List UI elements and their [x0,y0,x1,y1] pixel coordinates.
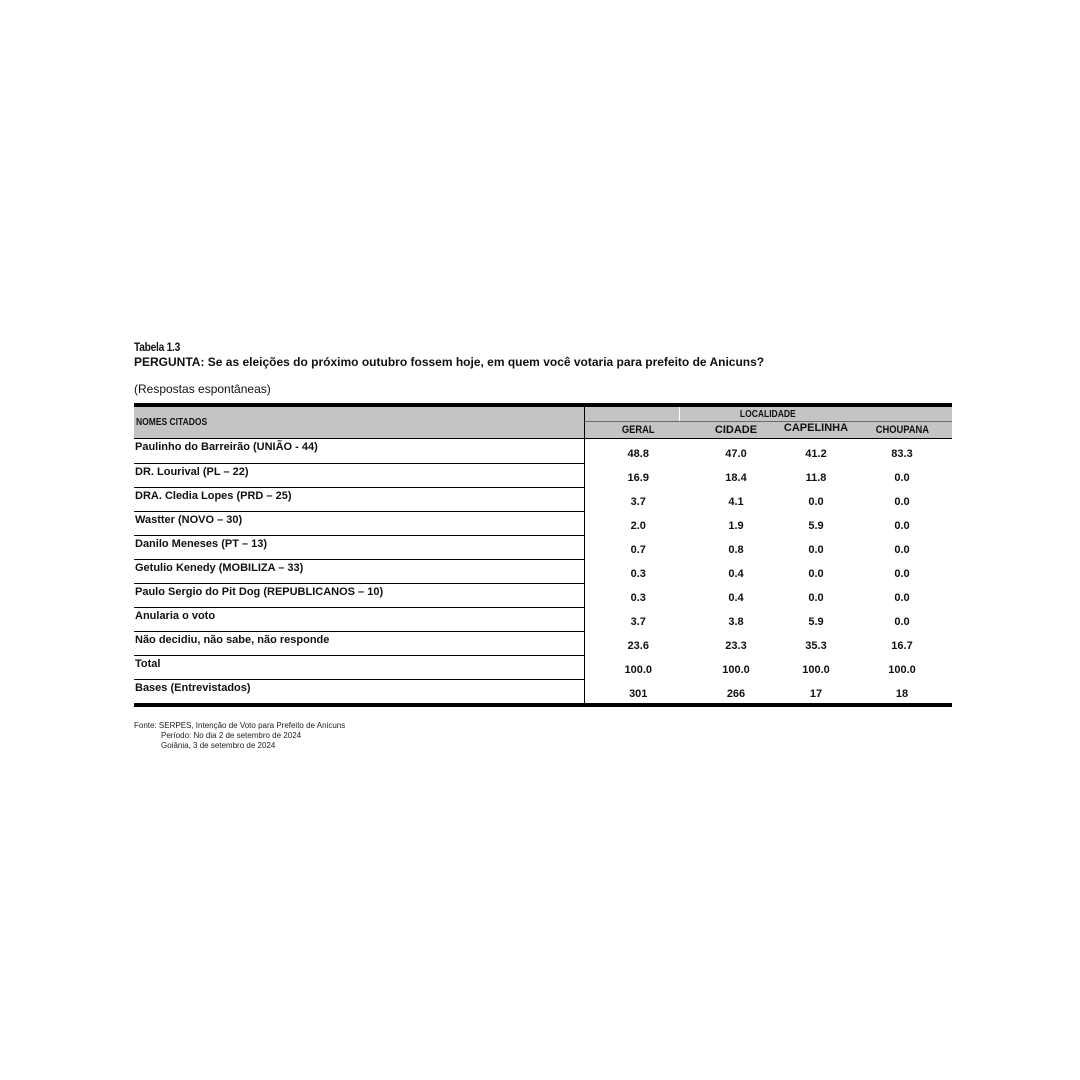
value-capelinha: 5.9 [808,616,824,628]
row-label-bases: Bases (Entrevistados) [134,679,584,705]
table-row [134,487,952,511]
value-capelinha: 0.0 [808,568,824,580]
value-cidade: 18.4 [725,472,747,484]
candidate-name: DR. Lourival (PL – 22) [134,463,584,487]
candidate-name: Não decidiu, não sabe, não responde [134,631,584,655]
candidate-name: Wastter (NOVO – 30) [134,511,584,535]
period-line: Período: No dia 2 de setembro de 2024 [161,731,302,740]
column-header-choupana: CHOUPANA [852,422,952,439]
locality-group-header: LOCALIDADE [584,405,952,422]
value-cidade: 1.9 [728,520,744,532]
table-row [134,439,952,464]
results-table [134,403,952,707]
table-row [134,559,952,583]
candidate-name: Paulinho do Barreirão (UNIÃO - 44) [134,439,584,464]
candidate-name: Anularia o voto [134,607,584,631]
value-capelinha: 5.9 [808,520,824,532]
candidate-name: Paulo Sergio do Pit Dog (REPUBLICANOS – 10) [134,583,584,607]
value-cidade: 47.0 [725,448,747,460]
candidate-name: DRA. Cledia Lopes (PRD – 25) [134,487,584,511]
value-geral: 301 [629,688,648,700]
header-divider [679,407,680,421]
value-geral: 23.6 [627,640,649,652]
table-row-bases [134,679,952,705]
value-choupana: 0.0 [894,520,910,532]
table-row [134,583,952,607]
value-choupana: 0.0 [894,568,910,580]
value-choupana: 0.0 [894,592,910,604]
question-text: PERGUNTA: Se as eleições do próximo outubro fossem hoje, em quem você votaria para prefeito de Anicuns? [134,355,765,369]
value-geral: 3.7 [630,616,646,628]
value-cidade: 100.0 [722,664,750,676]
value-geral: 16.9 [627,472,649,484]
value-capelinha: 100.0 [802,664,830,676]
table-row-total [134,655,952,679]
table-label: Tabela 1.3 [134,340,181,354]
value-choupana: 16.7 [891,640,913,652]
value-choupana: 0.0 [894,472,910,484]
table-row [134,511,952,535]
value-choupana: 18 [895,688,909,700]
value-choupana: 100.0 [888,664,916,676]
value-geral: 48.8 [627,448,649,460]
value-geral: 3.7 [630,496,646,508]
place-date-line: Goiânia, 3 de setembro de 2024 [161,741,276,750]
value-cidade: 0.4 [728,592,744,604]
column-header-cidade: CIDADE [692,422,780,439]
value-geral: 0.7 [630,544,646,556]
value-capelinha: 0.0 [808,496,824,508]
value-cidade: 0.4 [728,568,744,580]
value-choupana: 0.0 [894,544,910,556]
value-cidade: 266 [726,688,746,700]
value-cidade: 3.8 [728,616,744,628]
names-column-header: NOMES CITADOS [134,405,584,439]
subtitle-text: (Respostas espontâneas) [134,382,271,396]
value-capelinha: 0.0 [808,592,824,604]
value-geral: 100.0 [624,664,653,676]
value-cidade: 23.3 [725,640,747,652]
value-capelinha: 35.3 [805,640,827,652]
source-line: Fonte: SERPES, Intenção de Voto para Prefeito de Anicuns [134,721,346,730]
table-row [134,535,952,559]
value-geral: 0.3 [630,568,646,580]
poll-document [134,340,952,751]
column-header-capelinha: CAPELINHA [780,422,852,439]
value-geral: 2.0 [630,520,646,532]
value-choupana: 0.0 [894,496,910,508]
value-capelinha: 0.0 [808,544,824,556]
value-choupana: 83.3 [891,448,913,460]
row-label-total: Total [134,655,584,679]
table-row [134,463,952,487]
candidate-name: Getulio Kenedy (MOBILIZA – 33) [134,559,584,583]
table-row [134,607,952,631]
value-capelinha: 41.2 [805,448,827,460]
value-geral: 0.3 [630,592,646,604]
column-header-geral: GERAL [584,422,692,439]
value-capelinha: 11.8 [805,472,827,484]
table-row [134,631,952,655]
value-choupana: 0.0 [894,616,910,628]
source-note [134,721,952,751]
value-cidade: 0.8 [728,544,744,556]
candidate-name: Danilo Meneses (PT – 13) [134,535,584,559]
value-cidade: 4.1 [728,496,744,508]
value-capelinha: 17 [809,688,823,700]
